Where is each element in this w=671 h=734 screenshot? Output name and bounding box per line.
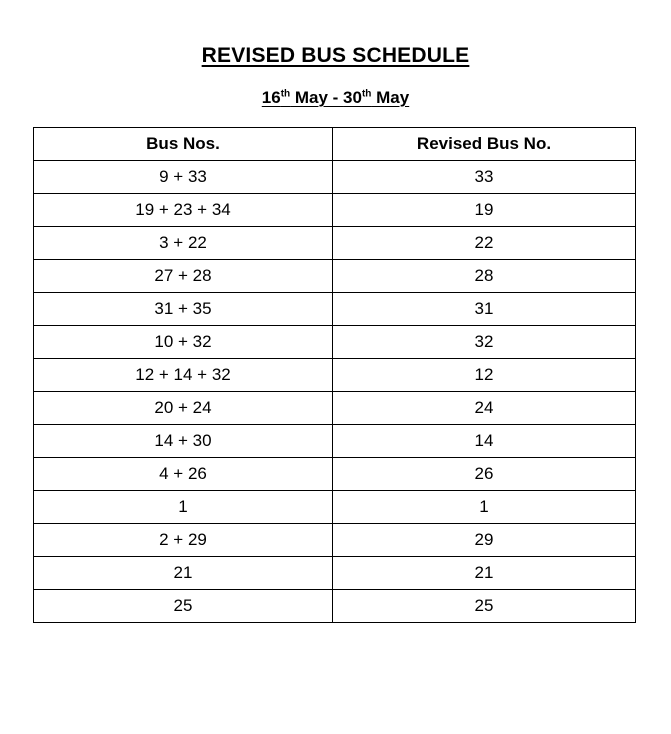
- end-day-suffix: th: [361, 88, 372, 100]
- start-day: 16: [261, 88, 281, 107]
- table-row: [34, 458, 636, 491]
- end-day: 30: [343, 88, 362, 107]
- cell-bus-nos: 10 + 32: [34, 326, 333, 359]
- table-row: [34, 161, 636, 194]
- cell-bus-nos: 12 + 14 + 32: [34, 359, 333, 392]
- cell-bus-nos: 19 + 23 + 34: [34, 194, 333, 227]
- cell-revised-bus-no: 24: [333, 392, 636, 425]
- table-row: [34, 557, 636, 590]
- cell-bus-nos: 31 + 35: [34, 293, 333, 326]
- table-row: [34, 326, 636, 359]
- cell-revised-bus-no: 28: [333, 260, 636, 293]
- table-row: [34, 260, 636, 293]
- cell-revised-bus-no: 26: [333, 458, 636, 491]
- table-row: [34, 194, 636, 227]
- table-row: [34, 359, 636, 392]
- column-header-revised-bus-no: Revised Bus No.: [333, 128, 636, 161]
- cell-bus-nos: 4 + 26: [34, 458, 333, 491]
- table-row: [34, 392, 636, 425]
- bus-schedule-table: [33, 127, 636, 623]
- table-row: [34, 425, 636, 458]
- cell-bus-nos: 1: [34, 491, 333, 524]
- table-row: [34, 227, 636, 260]
- cell-revised-bus-no: 32: [333, 326, 636, 359]
- column-header-bus-nos: Bus Nos.: [34, 128, 333, 161]
- date-range: [0, 88, 671, 108]
- cell-bus-nos: 20 + 24: [34, 392, 333, 425]
- cell-bus-nos: 9 + 33: [34, 161, 333, 194]
- start-month: May -: [290, 88, 344, 107]
- table-row: [34, 524, 636, 557]
- cell-bus-nos: 2 + 29: [34, 524, 333, 557]
- cell-bus-nos: 25: [34, 590, 333, 623]
- cell-revised-bus-no: 19: [333, 194, 636, 227]
- table-body: [34, 161, 636, 623]
- table-row: [34, 590, 636, 623]
- page-title: REVISED BUS SCHEDULE: [201, 44, 470, 67]
- cell-bus-nos: 27 + 28: [34, 260, 333, 293]
- cell-revised-bus-no: 12: [333, 359, 636, 392]
- table-header-row: [34, 128, 636, 161]
- cell-revised-bus-no: 33: [333, 161, 636, 194]
- cell-bus-nos: 3 + 22: [34, 227, 333, 260]
- end-month: May: [371, 88, 410, 107]
- cell-revised-bus-no: 31: [333, 293, 636, 326]
- start-day-suffix: th: [280, 88, 291, 100]
- table-row: [34, 293, 636, 326]
- cell-revised-bus-no: 21: [333, 557, 636, 590]
- cell-bus-nos: 21: [34, 557, 333, 590]
- cell-revised-bus-no: 1: [333, 491, 636, 524]
- cell-revised-bus-no: 22: [333, 227, 636, 260]
- table-row: [34, 491, 636, 524]
- cell-bus-nos: 14 + 30: [34, 425, 333, 458]
- cell-revised-bus-no: 14: [333, 425, 636, 458]
- cell-revised-bus-no: 25: [333, 590, 636, 623]
- cell-revised-bus-no: 29: [333, 524, 636, 557]
